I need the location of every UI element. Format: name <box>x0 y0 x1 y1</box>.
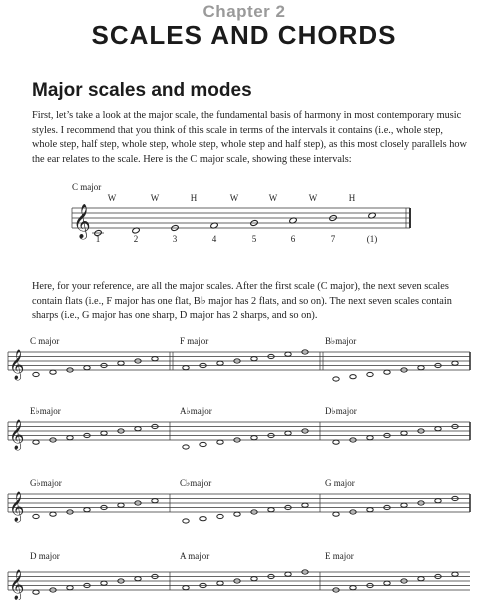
scale-staff-row-3 <box>0 472 488 527</box>
interval-1: W <box>107 193 117 203</box>
scale-label-d-major: D major <box>30 551 60 561</box>
note-heads <box>33 424 458 449</box>
staff-lines <box>8 352 470 370</box>
example-staff-lines <box>72 208 410 228</box>
scale-label-bb-major: B♭major <box>325 336 357 346</box>
c-major-example-staff <box>0 180 488 260</box>
degree-5: 5 <box>251 234 257 244</box>
scale-label-cb-major: C♭major <box>180 478 212 488</box>
degree-7: 7 <box>330 234 336 244</box>
section-heading: Major scales and modes <box>32 80 252 101</box>
note-heads <box>33 570 458 594</box>
interval-2: W <box>150 193 160 203</box>
staff-lines <box>8 494 470 512</box>
degree-1: 1 <box>95 234 101 244</box>
scale-label-a-major: A major <box>180 551 210 561</box>
example-degrees <box>96 234 378 244</box>
treble-clef-icon: 𝄞 <box>9 350 25 380</box>
interval-6: W <box>308 193 318 203</box>
treble-clef-icon: 𝄞 <box>73 204 91 239</box>
scale-label-g-major: G major <box>325 478 355 488</box>
example-notes <box>92 212 376 236</box>
example-intervals <box>108 193 356 203</box>
scale-label-eb-major: E♭major <box>30 406 61 416</box>
staff-lines <box>8 422 470 440</box>
chapter-label: Chapter 2 <box>202 2 286 21</box>
degree-6: 6 <box>290 234 296 244</box>
interval-7: H <box>348 193 356 203</box>
scale-label-db-major: D♭major <box>325 406 357 416</box>
interval-5: W <box>268 193 278 203</box>
scale-staff-row-2 <box>0 405 488 455</box>
scale-staff-row-4 <box>0 550 488 600</box>
treble-clef-icon: 𝄞 <box>9 420 25 450</box>
scales-paragraph: Here, for your reference, are all the major scales. After the first scale (C major), the next seven scales contain flats (i.e., F major has one flat, B♭ major has 2 flats, and so on). The next seven scales contain sharps (i.e., G major has one sharp, D major has 2 sharps, and so on). <box>32 281 452 322</box>
degree-8: (1) <box>366 234 378 244</box>
treble-clef-icon: 𝄞 <box>9 570 25 600</box>
example-label: C major <box>72 182 102 192</box>
interval-3: H <box>190 193 198 203</box>
chapter-title: SCALES AND CHORDS <box>91 20 397 50</box>
degree-2: 2 <box>133 234 139 244</box>
scale-label-c-major: C major <box>30 336 60 346</box>
interval-4: W <box>229 193 239 203</box>
degree-4: 4 <box>211 234 217 244</box>
scale-label-ab-major: A♭major <box>180 406 212 416</box>
scale-label-f-major: F major <box>180 336 209 346</box>
note-heads <box>33 496 458 523</box>
degree-3: 3 <box>172 234 178 244</box>
intro-paragraph: First, let’s take a look at the major scale, the fundamental basis of harmony in most contemporary music styles. I recommend that you think of this scale in terms of the intervals it contains (i.e., whole step, whole step, half step, whole step, whole step, whole step and half step), as this most closely parallels how the ear relates to the scale. Here is the C major scale, showing these intervals: <box>32 110 467 165</box>
scale-staff-row-1 <box>0 335 488 385</box>
scale-label-e-major: E major <box>325 551 354 561</box>
scale-label-gb-major: G♭major <box>30 478 62 488</box>
treble-clef-icon: 𝄞 <box>9 492 25 522</box>
